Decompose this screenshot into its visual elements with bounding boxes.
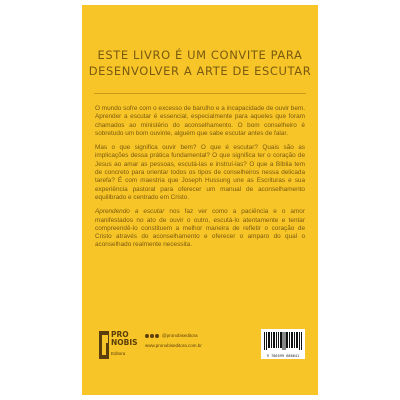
headline <box>88 47 312 79</box>
headline-divider <box>94 93 306 94</box>
paragraph-1: O mundo sofre com o excesso de barulho e a incapacidade de ouvir bem. Aprender a escutar é essencial, especialmente para aqueles que foram chamados ao ministério do aconselhamento. O bom conselheiro é sobretudo um bom ouvinte, alguém que sabe escutar antes de falar. <box>95 105 305 137</box>
headline-line-2: DESENVOLVER A ARTE DE ESCUTAR <box>88 64 312 78</box>
social-handle-text: @pronobiseditora <box>162 333 198 338</box>
synopsis <box>95 105 305 256</box>
headline-line-1: ESTE LIVRO É UM CONVITE PARA <box>97 48 303 62</box>
publisher-logo-mark-icon <box>99 331 109 359</box>
paragraph-3-text: nos faz ver como a paciência e o amor manifestados no ato de ouvir o outro, escutá-lo atentamente e tentar compreendê-lo constituem a melhor maneira de refletir o coração de Cristo através do aconselhamento e oferecer o amparo do qual o aconselhado realmente necessita. <box>95 208 305 249</box>
isbn-number: 9 786599 686641 <box>266 354 300 358</box>
logo-line-1: PRO <box>111 330 129 339</box>
publisher-website: www.pronobiseditora.com.br <box>145 343 202 348</box>
book-title: Aprendendo a escutar <box>95 208 165 216</box>
social-handle <box>145 333 198 338</box>
paragraph-3 <box>95 208 305 249</box>
social-media-icons <box>145 334 159 338</box>
cover-footer <box>95 329 305 365</box>
isbn-barcode <box>261 329 305 359</box>
back-cover <box>82 5 318 395</box>
publisher-logo-subtitle: Editora <box>111 351 126 356</box>
barcode-bars-icon <box>264 332 302 350</box>
publisher-logo <box>99 329 138 365</box>
logo-line-2: NOBIS <box>111 338 138 347</box>
paragraph-2: Mas o que significa ouvir bem? O que é escutar? Quais são as implicações dessa prática fundamental? O que significa ter o coração de Jesus ao amar as pessoas, escutá-las e instruí-las? O que a Bíblia tem de concreto para orientar todos os tipos de conselheiros nessa delicada tarefa? É com maestria que Joseph Hussung une as Escrituras e sua experiência pastoral para oferecer um manual de aconselhamento equilibrado e centrado em Cristo. <box>95 144 305 201</box>
publisher-logo-text <box>111 331 138 347</box>
